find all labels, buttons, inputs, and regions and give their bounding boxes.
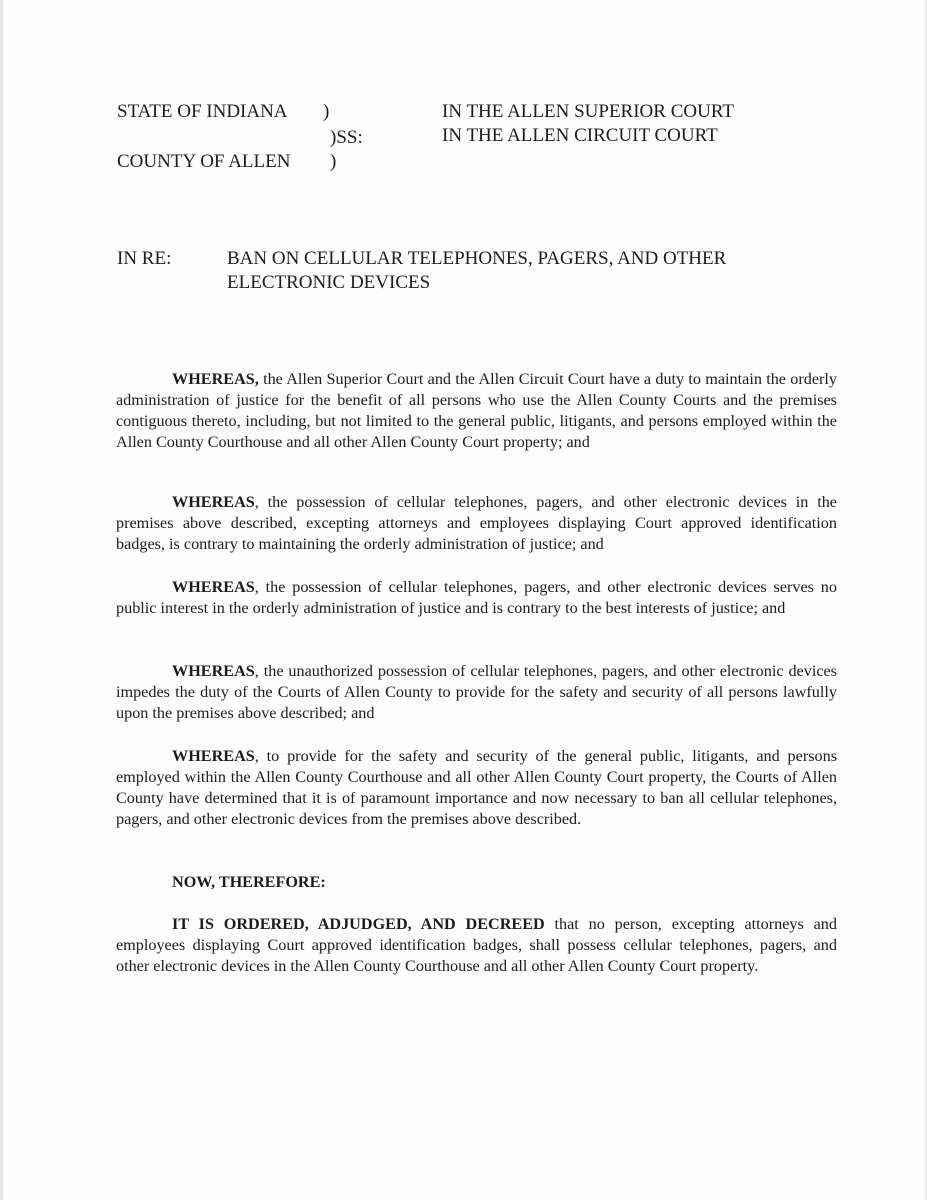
whereas-text: , the unauthorized possession of cellular telephones, pagers, and other electronic devices impedes the duty of the Courts of Allen County to provide for the safety and security of all persons lawfully upon the premises above described; and [116,662,837,722]
in-re-title: BAN ON CELLULAR TELEPHONES, PAGERS, AND OTHER ELECTRONIC DEVICES [227,248,727,293]
caption-court-superior: IN THE ALLEN SUPERIOR COURT [442,101,734,122]
whereas-lead: WHEREAS [172,662,255,680]
caption-state-paren: ) [323,101,330,122]
whereas-lead: WHEREAS [172,493,255,511]
whereas-text: the Allen Superior Court and the Allen Circuit Court have a duty to maintain the orderly administration of justice for the benefit of all persons who use the Allen County Courts and the premises contiguous thereto, including, but not limited to the general public, litigants, and persons employed within the Allen County Courthouse and all other Allen County Court property; and [116,370,837,451]
caption-court-circuit: IN THE ALLEN CIRCUIT COURT [442,125,718,146]
order-lead: IT IS ORDERED, ADJUDGED, AND DECREED [172,915,545,933]
now-therefore-heading: NOW, THEREFORE: [172,873,326,891]
whereas-paragraph [116,492,837,555]
caption-county: COUNTY OF ALLEN [117,151,291,172]
whereas-lead: WHEREAS, [172,370,259,388]
whereas-text: , the possession of cellular telephones, pagers, and other electronic devices in the premises above described, excepting attorneys and employees displaying Court approved identification badges, is contrary to maintaining the orderly administration of justice; and [116,493,837,553]
whereas-lead: WHEREAS [172,578,255,596]
order-text: that no person, excepting attorneys and employees displaying Court approved identification badges, shall possess cellular telephones, pagers, and other electronic devices in the Allen County Courthouse and all other Allen County Court property. [116,915,837,975]
whereas-paragraph [116,577,837,619]
scan-edge [0,0,3,1200]
whereas-text: , the possession of cellular telephones, pagers, and other electronic devices serves no public interest in the orderly administration of justice and is contrary to the best interests of justice; and [116,578,837,617]
whereas-paragraph [116,661,837,724]
order-paragraph [116,914,837,977]
whereas-lead: WHEREAS [172,747,255,765]
whereas-paragraph [116,746,837,830]
caption-state: STATE OF INDIANA [117,101,288,122]
in-re-label: IN RE: [117,248,172,269]
whereas-paragraph [116,369,837,453]
whereas-text: , to provide for the safety and security of the general public, litigants, and persons employed within the Allen County Courthouse and all other Allen County Court property, the Courts of Allen County have determined that it is of paramount importance and now necessary to ban all cellular telephones, pagers, and other electronic devices from the premises above described. [116,747,837,828]
caption-county-paren: ) [330,151,337,172]
caption-ss: )SS: [330,127,363,148]
